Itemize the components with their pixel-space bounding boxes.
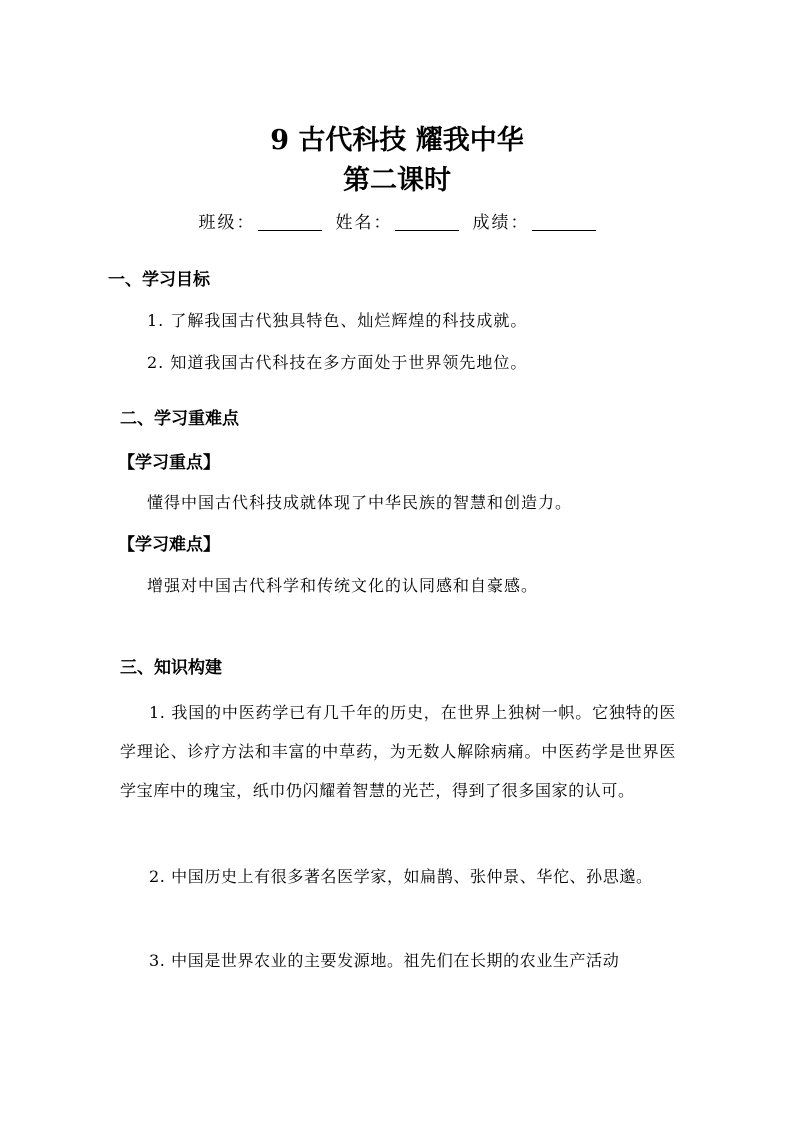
score-label: 成绩： [472, 213, 530, 233]
difficulty-text: 增强对中国古代科学和传统文化的认同感和自豪感。 [147, 576, 539, 595]
class-blank[interactable] [258, 212, 322, 231]
name-label: 姓名： [335, 213, 393, 233]
name-blank[interactable] [395, 212, 459, 231]
goals-heading: 一、学习目标 [108, 270, 210, 290]
difficulty-label: 【学习难点】 [118, 535, 220, 555]
knowledge-paragraph-3: 3. 中国是世界农业的主要发源地。祖先们在长期的农业生产活动 [149, 951, 620, 970]
class-label: 班级： [198, 213, 256, 233]
knowledge-paragraph-2: 2. 中国历史上有很多著名医学家，如扁鹊、张仲景、华佗、孙思邈。 [149, 867, 653, 886]
knowledge-heading: 三、知识构建 [120, 658, 222, 678]
knowledge-paragraph-1: 1. 我国的中医药学已有几千年的历史，在世界上独树一帜。它独特的医学理论、诊疗方法和丰富的中草药，为无数人解除病痛。中医药学是世界医学宝库中的瑰宝，纸巾仍闪耀着智慧的光芒，得到了很多国家的认可。 [120, 703, 676, 800]
lesson-subtitle: 第二课时 [343, 165, 451, 196]
focus-text: 懂得中国古代科技成就体现了中华民族的智慧和创造力。 [147, 493, 573, 512]
student-info-line [0, 210, 794, 236]
goal-item-1: 1. 了解我国古代独具特色、灿烂辉煌的科技成就。 [147, 311, 528, 330]
goal-item-2: 2. 知道我国古代科技在多方面处于世界领先地位。 [147, 353, 528, 372]
focus-label: 【学习重点】 [118, 453, 220, 473]
lesson-title: 9 古代科技 耀我中华 [270, 125, 524, 156]
key-points-heading: 二、学习重难点 [120, 409, 239, 429]
score-blank[interactable] [532, 212, 596, 231]
